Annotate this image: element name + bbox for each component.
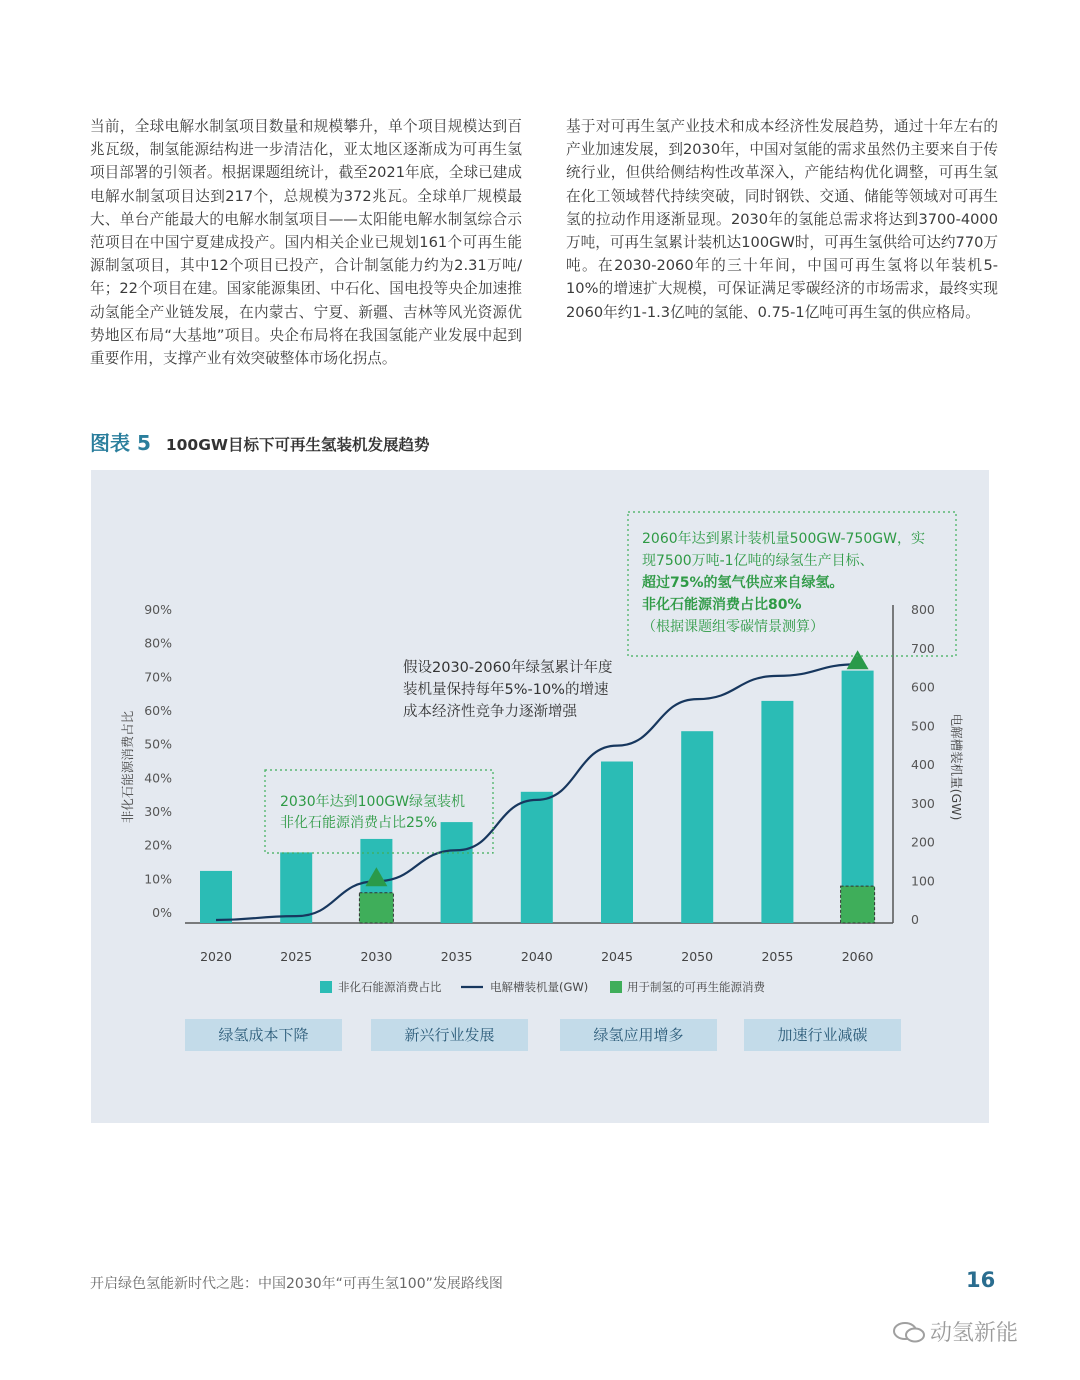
button-decarbonization[interactable]: 加速行业减碳 (744, 1019, 901, 1051)
body-text-left: 当前，全球电解水制氢项目数量和规模攀升，单个项目规模达到百兆瓦级，制氢能源结构进一步清洁化，亚太地区逐渐成为可再生氢项目部署的引领者。根据课题组统计，截至2021年底，全球已建成电解水制氢项目达到217个，总规模为372兆瓦。全球单厂规模最大、单台产能最大的电解水制氢项目——太阳能电解水制氢综合示范项目在中国宁夏建成投产。国内相关企业已规划161个可再生能源制氢项目，其中12个项目已投产，合计制氢能力约为2.31万吨/年；22个项目在建。国家能源集团、中石化、国电投等央企加速推动氢能全产业链发展，在内蒙古、宁夏、新疆、吉林等风光资源优势地区布局“大基地”项目。央企布局将在我国氢能产业发展中起到重要作用，支撑产业有效突破整体市场化拐点。 (90, 118, 522, 368)
y-left-tick-label: 50% (144, 736, 172, 752)
y-left-tick-label: 70% (144, 669, 172, 685)
x-tick-label: 2020 (200, 949, 232, 964)
legend-label-box: 用于制氢的可再生能源消费 (627, 980, 765, 994)
y-right-axis-label: 电解槽装机量(GW) (949, 713, 964, 821)
button-cost-reduction[interactable]: 绿氢成本下降 (185, 1019, 342, 1051)
y-right-tick-label: 0 (911, 912, 919, 927)
button-emerging-industry[interactable]: 新兴行业发展 (371, 1019, 528, 1051)
y-right-tick-label: 400 (911, 757, 935, 772)
annotation-assumption-text: 装机量保持每年5%-10%的增速 (403, 682, 609, 698)
watermark-text: 动氢新能 (930, 1321, 1019, 1346)
y-left-axis-label: 非化石能源消费占比 (120, 710, 135, 824)
annotation-assumption-text: 成本经济性竞争力逐渐增强 (403, 704, 577, 720)
box-renewable-for-hydrogen (359, 893, 393, 923)
y-left-tick-label: 0% (152, 905, 172, 920)
body-text-right: 基于对可再生氢产业技术和成本经济性发展趋势，通过十年左右的产业加速发展，到2030年，中国对氢能的需求虽然仍主要来自于传统行业，但供给侧结构性改革深入，产能结构优化调整，可再生氢在化工领域替代持续突破，同时钢铁、交通、储能等领域对可再生氢的拉动作用逐渐显现。2030年的氢能总需求将达到3700-4000万吨，可再生氢累计装机达100GW时，可再生氢供给可达约770万吨。在2030-2060年的三十年间，中国可再生氢将以年装机5-10%的增速扩大规模，可保证满足零碳经济的市场需求，最终实现2060年约1-1.3亿吨的氢能、0.75-1亿吨可再生氢的供应格局。 (566, 118, 998, 321)
x-tick-label: 2040 (520, 949, 553, 964)
y-right-tick-label: 800 (911, 602, 935, 617)
bar-non-fossil-share (441, 822, 473, 923)
annotation-2060-text: 现7500万吨-1亿吨的绿氢生产目标、 (642, 553, 874, 569)
y-right-tick-label: 600 (911, 679, 935, 695)
figure-label: 图表 5 (90, 431, 151, 455)
annotation-2030-text: 2030年达到100GW绿氢装机 (280, 794, 466, 810)
y-left-tick-label: 30% (144, 804, 172, 819)
legend-label-bar: 非化石能源消费占比 (338, 980, 442, 994)
watermark (892, 1316, 1018, 1347)
annotation-assumption-text: 假设2030-2060年绿氢累计年度 (403, 660, 613, 676)
bar-non-fossil-share (761, 701, 793, 923)
bar-non-fossil-share (842, 671, 874, 923)
button-more-applications[interactable]: 绿氢应用增多 (560, 1019, 717, 1051)
y-left-tick-label: 40% (144, 770, 172, 786)
legend-label-line: 电解槽装机量(GW) (490, 980, 589, 994)
y-right-tick-label: 200 (911, 834, 935, 850)
annotation-2060-text: （根据课题组零碳情景测算） (642, 619, 824, 635)
x-tick-label: 2025 (280, 949, 313, 964)
annotation-2060-text: 超过75%的氢气供应来自绿氢。 (642, 575, 844, 591)
x-tick-label: 2050 (681, 949, 714, 964)
page-number: 16 (966, 1268, 996, 1292)
wechat-icon (892, 1321, 926, 1343)
y-right-tick-label: 100 (911, 873, 935, 889)
y-left-tick-label: 10% (144, 871, 172, 887)
legend-swatch-box (610, 981, 622, 993)
bar-non-fossil-share (521, 792, 553, 923)
x-tick-label: 2045 (601, 949, 633, 964)
annotation-2060-text: 2060年达到累计装机量500GW-750GW，实 (642, 531, 925, 547)
y-left-tick-label: 20% (144, 837, 172, 853)
bar-non-fossil-share (681, 731, 713, 923)
legend-swatch-bar (320, 981, 332, 993)
bar-non-fossil-share (601, 762, 633, 924)
y-left-tick-label: 90% (144, 602, 172, 617)
footer-text: 开启绿色氢能新时代之匙：中国2030年“可再生氢100”发展路线图 (90, 1276, 503, 1292)
x-tick-label: 2035 (440, 949, 473, 964)
y-right-tick-label: 500 (911, 718, 935, 734)
annotation-2060-text: 非化石能源消费占比80% (642, 597, 802, 613)
y-left-tick-label: 80% (144, 635, 172, 651)
box-renewable-for-hydrogen (841, 886, 875, 923)
triangle-marker (847, 650, 869, 669)
bar-non-fossil-share (200, 871, 232, 923)
annotation-2030-text: 非化石能源消费占比25% (280, 815, 438, 831)
x-tick-label: 2030 (360, 949, 393, 964)
y-left-tick-label: 60% (144, 703, 172, 718)
bar-non-fossil-share (280, 852, 312, 923)
figure-title: 100GW目标下可再生氢装机发展趋势 (165, 436, 430, 454)
x-tick-label: 2060 (841, 949, 874, 964)
y-right-tick-label: 700 (911, 640, 935, 656)
y-right-tick-label: 300 (911, 795, 935, 811)
x-tick-label: 2055 (761, 949, 794, 964)
